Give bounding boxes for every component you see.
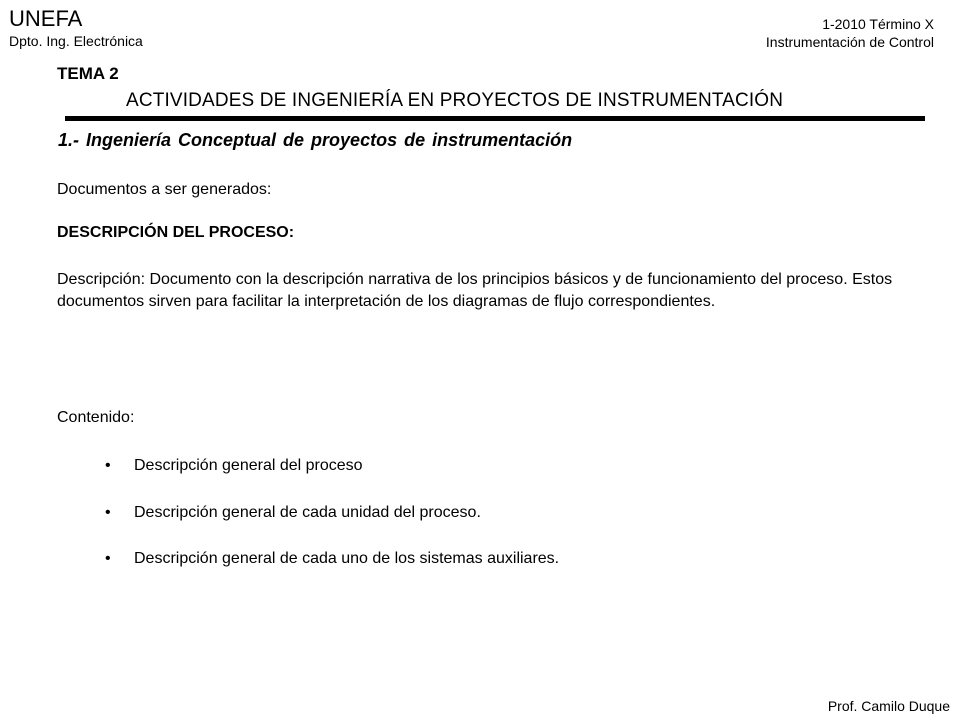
term-label: 1-2010 Término X bbox=[822, 16, 934, 32]
list-item bbox=[105, 503, 481, 523]
course-name: Instrumentación de Control bbox=[765, 34, 934, 50]
page-title: ACTIVIDADES DE INGENIERÍA EN PROYECTOS DE INSTRUMENTACIÓN bbox=[126, 90, 784, 111]
list-item-text: Descripción general de cada unidad del proceso. bbox=[134, 504, 481, 521]
documents-intro: Documentos a ser generados: bbox=[57, 181, 272, 198]
bullet-icon: • bbox=[105, 550, 111, 567]
contents-label: Contenido: bbox=[57, 409, 135, 426]
title-divider bbox=[65, 116, 925, 121]
department-name: Dpto. Ing. Electrónica bbox=[9, 33, 143, 49]
document-title: DESCRIPCIÓN DEL PROCESO: bbox=[57, 224, 295, 241]
topic-label: TEMA 2 bbox=[57, 64, 119, 83]
description-paragraph: Descripción: Documento con la descripción narrativa de los principios básicos y de funcionamiento del proceso. Estos documentos sirven para facilitar la interpretación de los diagramas de flujo correspondientes. bbox=[57, 271, 893, 310]
institution-name: UNEFA bbox=[9, 6, 83, 31]
list-item-text: Descripción general del proceso bbox=[134, 457, 363, 474]
bullet-icon: • bbox=[105, 457, 111, 474]
list-item-text: Descripción general de cada uno de los sistemas auxiliares. bbox=[134, 550, 560, 567]
list-item bbox=[105, 456, 363, 476]
section-heading: 1.- Ingeniería Conceptual de proyectos de instrumentación bbox=[58, 130, 573, 150]
author-name: Prof. Camilo Duque bbox=[827, 698, 950, 714]
bullet-icon: • bbox=[105, 504, 111, 521]
list-item bbox=[105, 549, 559, 569]
